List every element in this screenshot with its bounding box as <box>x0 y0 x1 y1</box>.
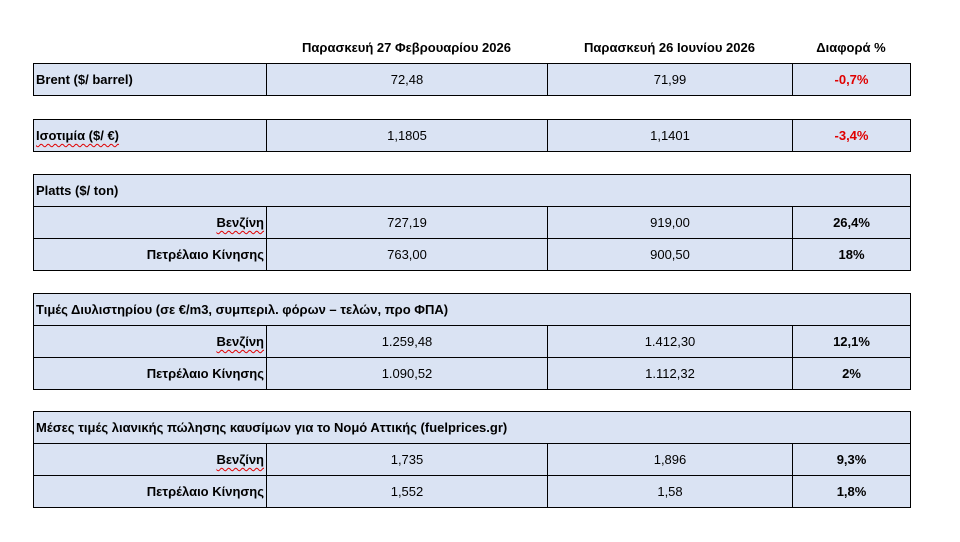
platts-gasoline-diff: 26,4% <box>793 207 911 239</box>
refinery-diesel-value-2: 1.112,32 <box>548 358 793 390</box>
parity-value-2: 1,1401 <box>548 120 793 152</box>
parity-value-1: 1,1805 <box>267 120 548 152</box>
platts-gasoline-label: Βενζίνη <box>216 215 264 230</box>
platts-diesel-label: Πετρέλαιο Κίνησης <box>34 239 267 271</box>
table-row <box>34 412 911 444</box>
table-row <box>34 175 911 207</box>
retail-diesel-value-2: 1,58 <box>548 476 793 508</box>
brent-diff: -0,7% <box>793 64 911 96</box>
refinery-table <box>33 293 911 390</box>
platts-gasoline-value-2: 919,00 <box>548 207 793 239</box>
platts-diesel-diff: 18% <box>793 239 911 271</box>
refinery-diesel-value-1: 1.090,52 <box>267 358 548 390</box>
refinery-diesel-label: Πετρέλαιο Κίνησης <box>34 358 267 390</box>
retail-gasoline-value-1: 1,735 <box>267 444 548 476</box>
parity-label: Ισοτιμία ($/ €) <box>36 128 120 143</box>
refinery-gasoline-value-2: 1.412,30 <box>548 326 793 358</box>
retail-title: Μέσες τιμές λιανικής πώλησης καυσίμων για το Νομό Αττικής (fuelprices.gr) <box>34 412 911 444</box>
parity-label-cell <box>34 120 267 152</box>
refinery-gasoline-value-1: 1.259,48 <box>267 326 548 358</box>
brent-value-2: 71,99 <box>548 64 793 96</box>
platts-table <box>33 174 911 271</box>
retail-diesel-label: Πετρέλαιο Κίνησης <box>34 476 267 508</box>
retail-gasoline-diff: 9,3% <box>793 444 911 476</box>
retail-table <box>33 411 911 508</box>
table-row <box>34 64 911 96</box>
retail-diesel-value-1: 1,552 <box>267 476 548 508</box>
refinery-title: Τιμές Διυλιστηρίου (σε €/m3, συμπεριλ. φόρων – τελών, προ ΦΠΑ) <box>34 294 911 326</box>
platts-diesel-value-1: 763,00 <box>267 239 548 271</box>
table-row <box>34 326 911 358</box>
platts-title: Platts ($/ ton) <box>34 175 911 207</box>
table-row <box>34 294 911 326</box>
table-row <box>34 476 911 508</box>
refinery-diesel-diff: 2% <box>793 358 911 390</box>
refinery-gasoline-diff: 12,1% <box>793 326 911 358</box>
table-row <box>34 239 911 271</box>
brent-table <box>33 63 911 96</box>
platts-gasoline-label-cell <box>34 207 267 239</box>
header-date-2: Παρασκευή 26 Ιουνίου 2026 <box>584 40 755 55</box>
parity-diff: -3,4% <box>793 120 911 152</box>
retail-diesel-diff: 1,8% <box>793 476 911 508</box>
retail-gasoline-label: Βενζίνη <box>216 452 264 467</box>
header-date-1: Παρασκευή 27 Φεβρουαρίου 2026 <box>302 40 511 55</box>
table-row <box>34 444 911 476</box>
platts-diesel-value-2: 900,50 <box>548 239 793 271</box>
retail-gasoline-label-cell <box>34 444 267 476</box>
table-row <box>34 120 911 152</box>
brent-value-1: 72,48 <box>267 64 548 96</box>
refinery-gasoline-label: Βενζίνη <box>216 334 264 349</box>
brent-label: Brent ($/ barrel) <box>34 64 267 96</box>
parity-table <box>33 119 911 152</box>
table-row <box>34 207 911 239</box>
table-row <box>34 358 911 390</box>
header-diff: Διαφορά % <box>816 40 886 55</box>
retail-gasoline-value-2: 1,896 <box>548 444 793 476</box>
platts-gasoline-value-1: 727,19 <box>267 207 548 239</box>
refinery-gasoline-label-cell <box>34 326 267 358</box>
